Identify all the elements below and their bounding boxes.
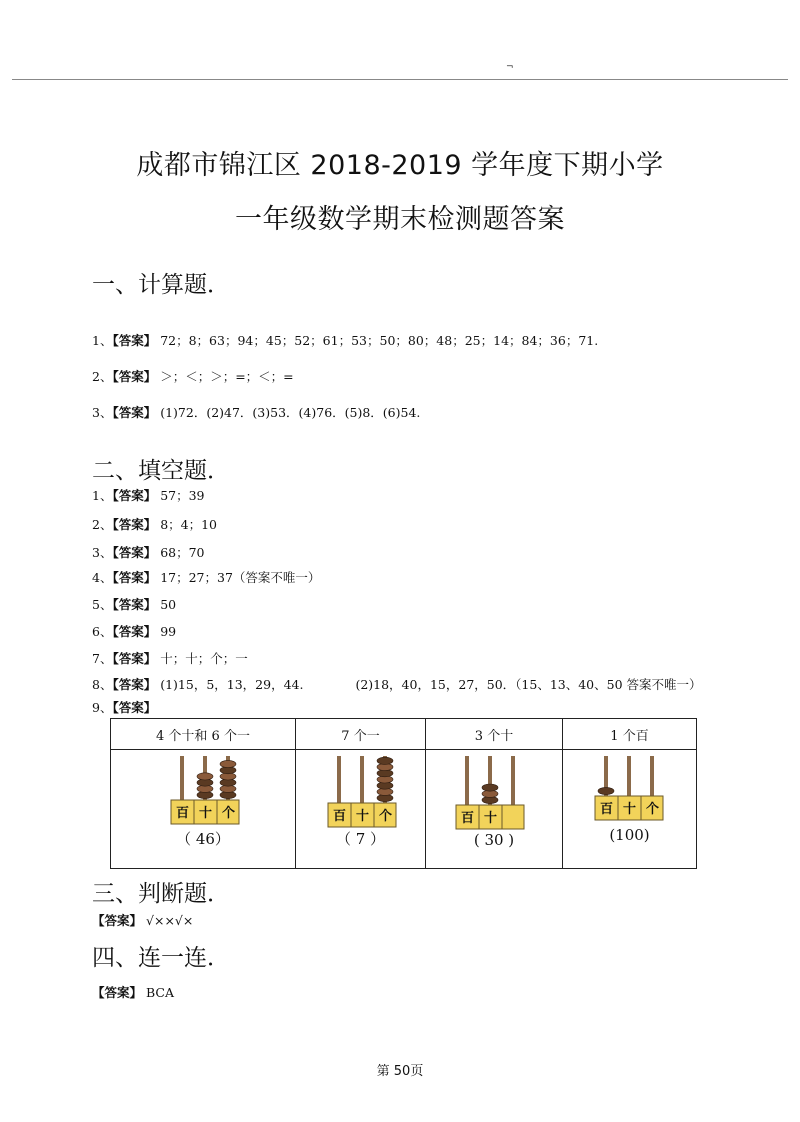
answer-text: 50 xyxy=(160,597,177,612)
abacus-rod xyxy=(650,756,654,796)
document-title-line1: 成都市锦江区 2018-2019 学年度下期小学 xyxy=(136,150,664,181)
abacus-answer: (100) xyxy=(609,826,650,844)
item-number: 2、 xyxy=(92,517,113,532)
abacus-place-label: 十 xyxy=(198,806,213,821)
s2-item-4 xyxy=(92,568,320,586)
item-number: 6、 xyxy=(92,624,113,639)
item-number: 2、 xyxy=(92,369,113,384)
abacus-header: 3 个十 xyxy=(426,719,563,750)
s3-answer xyxy=(92,911,193,929)
abacus-place-label: 十 xyxy=(483,811,498,826)
answer-label: 【答案】 xyxy=(112,624,157,639)
abacus-rod xyxy=(337,756,341,803)
answer-text: √××√× xyxy=(146,913,194,928)
abacus-rod xyxy=(511,756,515,805)
section1-heading: 一、计算题． xyxy=(92,272,230,298)
abacus-place-label: 百 xyxy=(599,802,614,817)
abacus-rod xyxy=(360,756,364,803)
section4-heading: 四、连一连． xyxy=(92,945,230,971)
answer-text: 十；十；个；一 xyxy=(160,651,248,666)
header-rule xyxy=(12,79,788,80)
abacus-bead xyxy=(482,784,498,791)
abacus-place-label: 十 xyxy=(355,809,370,824)
abacus-rod xyxy=(465,756,469,805)
s1-item-1 xyxy=(92,331,598,349)
abacus-cell xyxy=(563,750,697,869)
abacus-answer: （ 46） xyxy=(176,830,230,848)
s1-item-2 xyxy=(92,367,294,385)
answer-text: 72；8；63；94；45；52；61；53；50；80；48；25；14；84；36；71. xyxy=(160,333,599,348)
abacus-drawing xyxy=(563,750,697,868)
answer-label: 【答案】 xyxy=(92,985,143,1000)
item-number: 9、 xyxy=(92,700,113,715)
answer-label: 【答案】 xyxy=(112,405,157,420)
answer-label: 【答案】 xyxy=(112,677,157,692)
answer-text: BCA xyxy=(146,985,175,1000)
section3-heading: 三、判断题． xyxy=(92,881,230,907)
s2-item-9 xyxy=(92,698,156,716)
answer-text: ＞；＜；＞；=；＜；= xyxy=(160,369,294,384)
s2-item-6 xyxy=(92,622,176,640)
abacus-bead xyxy=(197,773,213,780)
s2-item-1 xyxy=(92,486,205,504)
abacus-header: 1 个百 xyxy=(563,719,697,750)
answer-label: 【答案】 xyxy=(112,597,157,612)
abacus-cell xyxy=(296,750,426,869)
answer-text-part2: (2)18，40，15，27，50．（15、13、40、50 答案不唯一） xyxy=(355,677,702,692)
abacus-place-label: 个 xyxy=(221,806,236,821)
s2-item-7 xyxy=(92,649,248,667)
s2-item-2 xyxy=(92,515,217,533)
abacus-drawing xyxy=(111,750,296,868)
answer-label: 【答案】 xyxy=(112,651,157,666)
abacus-drawing xyxy=(426,750,563,868)
abacus-answer: ( 30 ) xyxy=(473,831,515,849)
answer-text: 99 xyxy=(160,624,177,639)
page-number: 第 50页 xyxy=(376,1064,424,1079)
answer-text: (1)72．(2)47．(3)53．(4)76．(5)8．(6)54. xyxy=(160,405,421,420)
answer-text-part1: (1)15，5，13，29，44. xyxy=(160,677,304,692)
answer-text: 17；27；37（答案不唯一） xyxy=(160,570,321,585)
answer-text: 8；4；10 xyxy=(160,517,218,532)
abacus-drawing xyxy=(296,750,426,868)
abacus-cell xyxy=(111,750,296,869)
abacus-rod xyxy=(180,756,184,800)
answer-label: 【答案】 xyxy=(92,913,143,928)
item-number: 3、 xyxy=(92,405,113,420)
abacus-header: 4 个十和 6 个一 xyxy=(111,719,296,750)
abacus-header: 7 个一 xyxy=(296,719,426,750)
abacus-bead xyxy=(598,787,614,794)
item-number: 5、 xyxy=(92,597,113,612)
s2-item-5 xyxy=(92,595,176,613)
section2-heading: 二、填空题． xyxy=(92,458,230,484)
abacus-bead xyxy=(220,760,236,767)
document-title-line2: 一年级数学期末检测题答案 xyxy=(235,204,565,235)
answer-label: 【答案】 xyxy=(112,570,157,585)
item-number: 7、 xyxy=(92,651,113,666)
answer-text: 68；70 xyxy=(160,545,205,560)
s2-item-8 xyxy=(92,675,702,693)
answer-label: 【答案】 xyxy=(112,517,157,532)
answer-text: 57；39 xyxy=(160,488,205,503)
item-number: 1、 xyxy=(92,333,113,348)
answer-label: 【答案】 xyxy=(112,488,157,503)
abacus-table xyxy=(110,718,697,869)
answer-label: 【答案】 xyxy=(112,369,157,384)
abacus-rod xyxy=(627,756,631,796)
abacus-place-label: 个 xyxy=(645,802,660,817)
abacus-place-label: 十 xyxy=(622,802,637,817)
abacus-cell xyxy=(426,750,563,869)
s4-answer xyxy=(92,983,174,1001)
item-number: 1、 xyxy=(92,488,113,503)
item-number: 8、 xyxy=(92,677,113,692)
answer-label: 【答案】 xyxy=(112,545,157,560)
abacus-place-label: 百 xyxy=(175,806,190,821)
abacus-place-label: 百 xyxy=(460,811,475,826)
item-number: 4、 xyxy=(92,570,113,585)
s2-item-3 xyxy=(92,543,205,561)
abacus-answer: （ 7 ） xyxy=(335,830,386,848)
s1-item-3 xyxy=(92,403,420,421)
header-mark: ¬ xyxy=(506,62,514,72)
answer-label: 【答案】 xyxy=(112,700,157,715)
abacus-bead xyxy=(377,757,393,764)
abacus-place-label: 个 xyxy=(378,809,393,824)
item-number: 3、 xyxy=(92,545,113,560)
answer-label: 【答案】 xyxy=(112,333,157,348)
abacus-place-label: 百 xyxy=(332,809,347,824)
